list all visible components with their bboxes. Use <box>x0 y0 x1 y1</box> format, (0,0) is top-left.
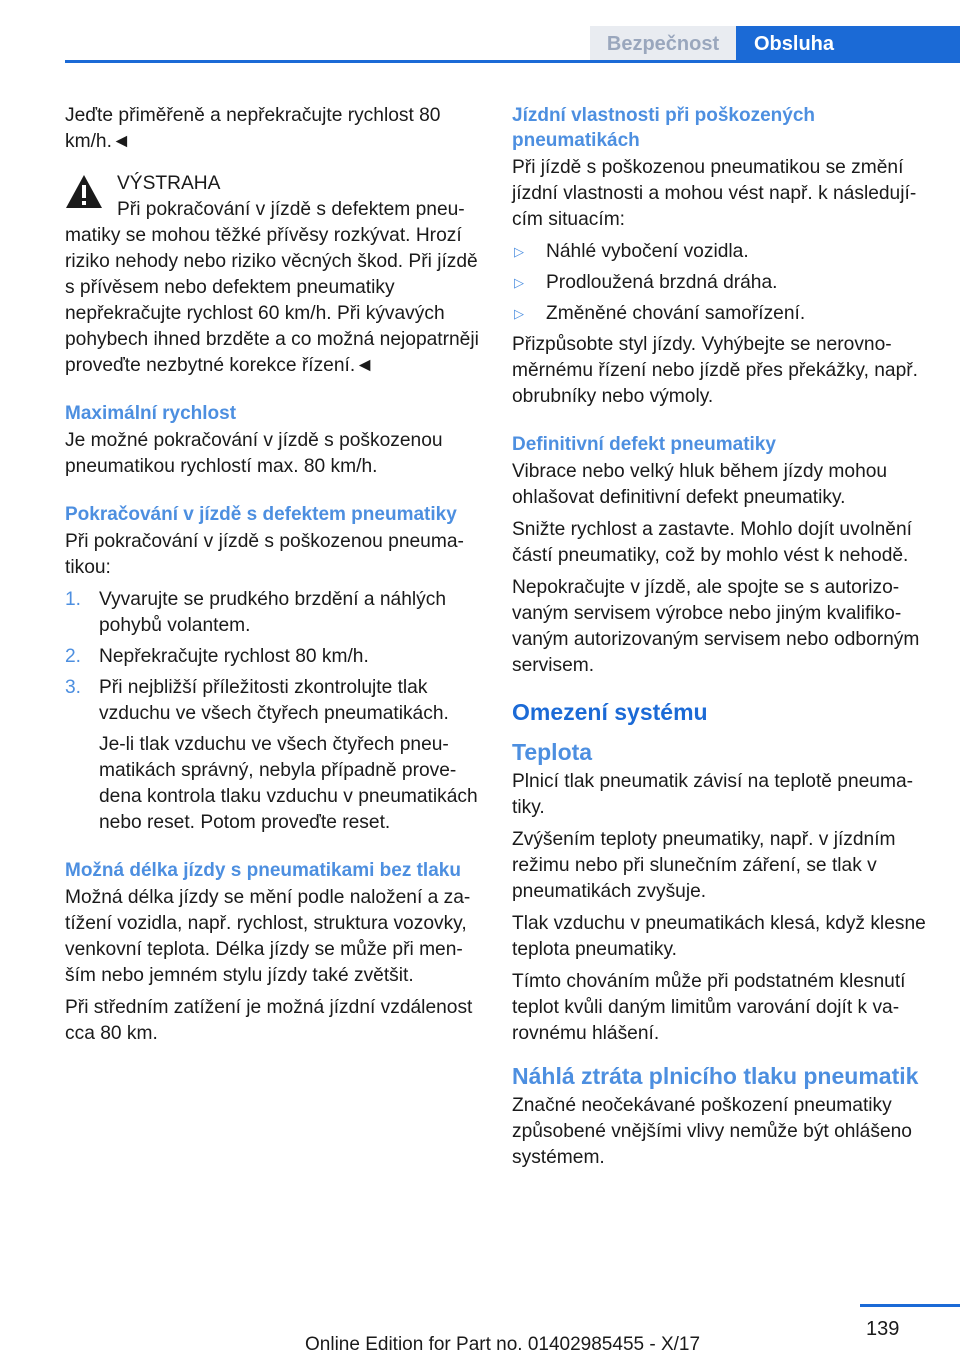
list-text: Vyvarujte se prudkého brzdění a náhlých pohybů volantem. <box>99 589 447 636</box>
left-column <box>65 103 480 1053</box>
tab-bezpecnost[interactable]: Bezpečnost <box>590 26 736 62</box>
max-speed-text: Je možné pokračování v jízdě s poškozenou pneumatikou rychlostí max. 80 km/h. <box>65 430 443 477</box>
definitive-text-2: Snižte rychlost a zastavte. Mohlo dojít uvolnění částí pneumatiky, což by mohlo vést k nehodě. <box>512 519 912 566</box>
intro-text: Jeďte přiměřeně a nepřekračujte rychlost 80 km/h.◄ <box>65 105 441 152</box>
temperature-text-3: Tlak vzduchu v pneumatikách klesá, když klesne teplota pneumatiky. <box>512 913 926 960</box>
definitive-text-1: Vibrace nebo velký hluk během jízdy mohou ohlašovat definitivní defekt pneumatiky. <box>512 461 888 508</box>
list-number: 1. <box>65 589 82 610</box>
triangle-bullet-icon: ▷ <box>514 244 524 259</box>
list-item <box>512 270 930 296</box>
definitive-heading: Definitivní defekt pneumatiky <box>512 434 776 455</box>
warning-triangle-icon <box>65 173 103 211</box>
page-number: 139 <box>866 1318 900 1340</box>
tab-obsluha[interactable]: Obsluha <box>736 26 960 62</box>
right-column <box>512 103 930 1177</box>
list-item <box>512 239 930 265</box>
triangle-bullet-icon: ▷ <box>514 306 524 321</box>
temperature-heading: Teplota <box>512 739 593 765</box>
definitive-text-3: Nepokračujte v jízdě, ale spojte se s autorizovaným servisem výrobce nebo jiným kvalifikovaným autorizovaným servisem nebo odborným servisem. <box>512 577 920 676</box>
warning-text: Při pokračování v jízdě s defektem pneumatiky se mohou těžké přívěsy rozkývat. Hrozí riziko nehody nebo riziko věcných škod. Při jízdě s přívěsem nebo defektem pneumatiky nepřekračujte rychlost 60 km/h. Při kývavých pohybech ihned brzděte a co možná nejopatrněji proveďte nezbytné korekce řízení.◄ <box>65 199 479 376</box>
footer-rule <box>860 1304 960 1307</box>
driving-after-text: Přizpůsobte styl jízdy. Vyhýbejte se nerovnoměrnému řízení nebo jízdě přes překážky, např. obrubníky nebo výmoly. <box>512 334 918 407</box>
system-limits-heading: Omezení systému <box>512 699 708 725</box>
list-text: Změněné chování samořízení. <box>546 303 806 324</box>
list-text: Náhlé vybočení vozidla. <box>546 241 749 262</box>
list-text: Při nejbližší příležitosti zkontrolujte tlak vzduchu ve všech čtyřech pneumatikách. <box>99 677 449 724</box>
list-item <box>65 587 480 639</box>
list-item-subtext: Je-li tlak vzduchu ve všech čtyřech pneumatikách správný, nebyla případně provedena kontrola tlaku vzduchu v pneumatikách nebo reset. Potom proveďte reset. <box>99 734 478 833</box>
triangle-bullet-icon: ▷ <box>514 275 524 290</box>
temperature-text-4: Tímto chováním může při podstatném klesnutí teplot kvůli daným limitům varování dojít k varovnému hlášení. <box>512 971 906 1044</box>
header-rule <box>65 60 960 63</box>
continue-text: Při pokračování v jízdě s poškozenou pneumatikou: <box>65 531 464 578</box>
list-item <box>65 675 480 727</box>
warning-title: VÝSTRAHA <box>117 173 221 194</box>
list-item <box>65 644 480 670</box>
list-text: Nepřekračujte rychlost 80 km/h. <box>99 646 369 667</box>
numbered-list <box>65 587 480 836</box>
max-speed-heading: Maximální rychlost <box>65 403 237 424</box>
range-text-1: Možná délka jízdy se mění podle naložení a zatížení vozidla, např. rychlost, struktura vozovky, venkovní teplota. Délka jízdy se může při menším nebo jemném stylu jízdy také zvětšit. <box>65 887 471 986</box>
list-number: 2. <box>65 646 82 667</box>
continue-heading: Pokračování v jízdě s defektem pneumatiky <box>65 504 457 525</box>
sudden-loss-heading: Náhlá ztráta plnicího tlaku pneumatik <box>512 1063 919 1089</box>
range-heading: Možná délka jízdy s pneumatikami bez tlaku <box>65 860 461 881</box>
range-text-2: Při středním zatížení je možná jízdní vzdálenost cca 80 km. <box>65 997 473 1044</box>
list-text: Prodloužená brzdná dráha. <box>546 272 778 293</box>
driving-heading: Jízdní vlastnosti při poškozených pneumatikách <box>512 105 816 151</box>
temperature-text-2: Zvýšením teploty pneumatiky, např. v jízdním režimu nebo při slunečním záření, se tlak v pneumatikách zvyšuje. <box>512 829 896 902</box>
sudden-loss-text: Značné neočekávané poškození pneumatiky způsobené vnějšími vlivy nemůže být ohlášeno systémem. <box>512 1095 912 1168</box>
page-header <box>0 0 960 62</box>
edition-footer: Online Edition for Part no. 01402985455 - X/17 <box>305 1334 701 1355</box>
warning-block <box>65 171 480 379</box>
temperature-text-1: Plnicí tlak pneumatik závisí na teplotě pneumatiky. <box>512 771 914 818</box>
driving-text: Při jízdě s poškozenou pneumatikou se změní jízdní vlastnosti a mohou vést např. k následujícím situacím: <box>512 157 917 230</box>
list-item <box>512 301 930 327</box>
bullet-list <box>512 239 930 327</box>
list-number: 3. <box>65 677 82 698</box>
